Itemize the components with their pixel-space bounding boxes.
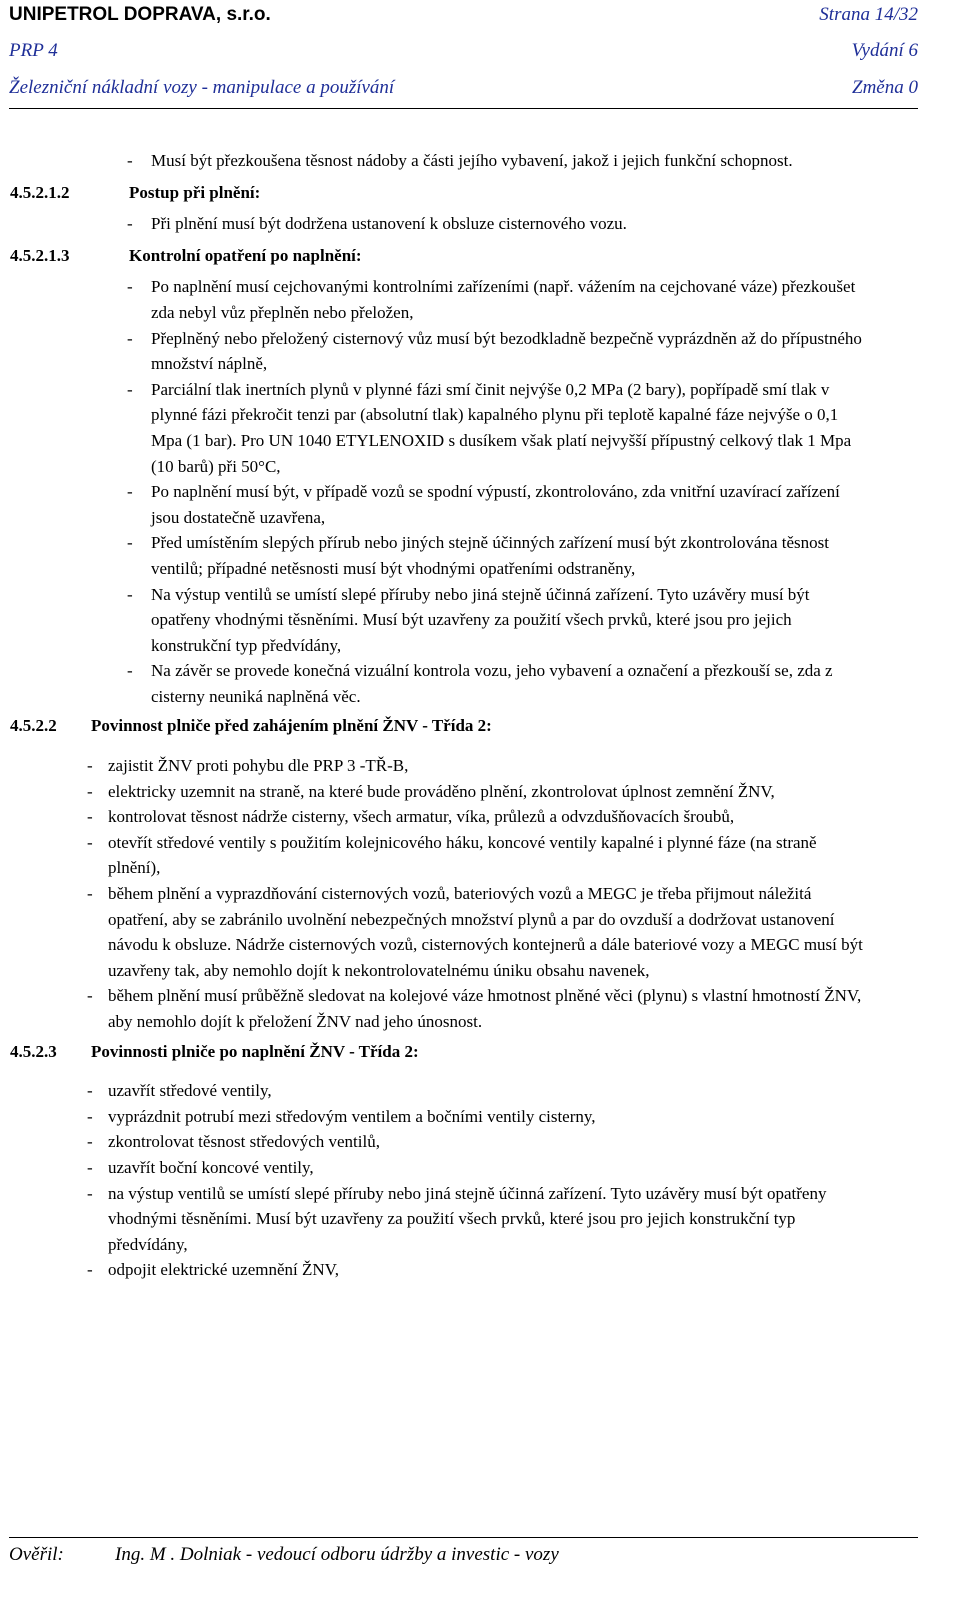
list-item: - Musí být přezkoušena těsnost nádoby a části jejího vybavení, jakož i jejich funkční schopnost. [127, 151, 793, 170]
list-item: - na výstup ventilů se umístí slepé příruby nebo jiná stejně účinná zařízení. Tyto uzávěry musí být opatřeny vhodnými těsněními. Musí být uzavřeny za použití všech prvků, které jsou pro jejich konstrukční typ předvídány, [87, 1183, 827, 1254]
document-body [0, 148, 960, 1283]
list-item: - Po naplnění musí být, v případě vozů se spodní výpustí, zkontrolováno, zda vnitřní uzavírací zařízení jsou dostatečně uzavřena, [127, 482, 840, 527]
section-heading: 4.5.2.1.3 Kontrolní opatření po naplnění: [10, 245, 362, 265]
company-name: UNIPETROL DOPRAVA, s.r.o. [9, 4, 271, 25]
list-item: - kontrolovat těsnost nádrže cisterny, všech armatur, víka, průlezů a odvzdušňovacích šroubů, [87, 807, 735, 827]
list-item: - během plnění musí průběžně sledovat na kolejové váze hmotnost plněné věci (plynu) s vlastní hmotností ŽNV, aby nemohlo dojít k přeložení ŽNV nad jeho únosnost. [87, 986, 862, 1031]
list-item: - Na závěr se provede konečná vizuální kontrola vozu, jeho vybavení a označení a přezkouší se, zda z cisterny neuniká naplněná věc. [127, 661, 833, 706]
page-number: Strana 14/32 [819, 4, 918, 25]
section-heading: 4.5.2.3 Povinnosti plniče po naplnění ŽNV - Třída 2: [10, 1041, 419, 1061]
footer-approver: Ing. M . Dolniak - vedoucí odboru údržby a investic - vozy [115, 1544, 559, 1565]
list-item: - zkontrolovat těsnost středových ventilů, [87, 1132, 380, 1152]
list-item: - Na výstup ventilů se umístí slepé příruby nebo jiná stejně účinná zařízení. Tyto uzávěry musí být opatřeny vhodnými těsněními. Musí být uzavřeny za použití všech prvků, které jsou pro jejich konstrukční typ předvídány, [127, 584, 810, 655]
list-item: - odpojit elektrické uzemnění ŽNV, [87, 1260, 340, 1280]
list-item: - uzavřít středové ventily, [87, 1081, 272, 1101]
section-heading: 4.5.2.1.2 Postup při plnění: [10, 182, 261, 202]
list-item: - vyprázdnit potrubí mezi středovým ventilem a bočními ventily cisterny, [87, 1106, 596, 1126]
list-item: - uzavřít boční koncové ventily, [87, 1157, 314, 1177]
change-number: Změna 0 [852, 77, 918, 98]
list-item: - otevřít středové ventily s použitím kolejnicového háku, koncové ventily kapalné i plynné fáze (na straně plnění), [87, 832, 817, 878]
section-heading: 4.5.2.2 Povinnost plniče před zahájením plnění ŽNV - Třída 2: [10, 716, 492, 736]
edition: Vydání 6 [851, 40, 918, 61]
doc-title: Železniční nákladní vozy - manipulace a používání [9, 77, 395, 98]
footer-label: Ověřil: [9, 1544, 64, 1565]
list-item: - Parciální tlak inertních plynů v plynné fázi smí činit nejvýše 0,2 MPa (2 bary), popřípadě smí tlak v plynné fázi překročit tenzi par (absolutní tlak) kapalného plynu při teplotě kapalné fáze nejvýše o 0,1 Mpa (1 bar). Pro UN 1040 ETYLENOXID s dusíkem však platí nejvyšší přípustný celkový tlak 1 Mpa (10 barů) při 50°C, [127, 379, 852, 476]
list-item: - Přeplněný nebo přeložený cisternový vůz musí být bezodkladně bezpečně vyprázdněn až do přípustného množství náplně, [127, 328, 862, 374]
list-item: - zajistit ŽNV proti pohybu dle PRP 3 -TŘ-B, [87, 756, 409, 776]
list-item: - Před umístěním slepých přírub nebo jiných stejně účinných zařízení musí být zkontrolována těsnost ventilů; případné netěsnosti musí být vhodnými opatřeními odstraněny, [127, 533, 829, 578]
header-divider [9, 108, 918, 109]
footer-divider [9, 1537, 918, 1538]
list-item: - Po naplnění musí cejchovanými kontrolními zařízeními (např. vážením na cejchované váze) přezkoušet zda nebyl vůz přeplněn nebo přeložen, [127, 277, 856, 322]
list-item: - elektricky uzemnit na straně, na které bude prováděno plnění, zkontrolovat úplnost zemnění ŽNV, [87, 781, 775, 801]
list-item: - Při plnění musí být dodržena ustanovení k obsluze cisternového vozu. [127, 214, 627, 234]
doc-code: PRP 4 [9, 40, 58, 61]
list-item: - během plnění a vyprazdňování cisternových vozů, bateriových vozů a MEGC je třeba přijmout náležitá opatření, aby se zabránilo uvolnění nebezpečných množství plynů a par do ovzduší a dodržovat ustanovení návodu k obsluze. Nádrže cisternových vozů, cisternových kontejnerů a dále bateriové vozy a MEGC musí být uzavřeny tak, aby nemohlo dojít k nekontrolovatelnému úniku obsahu navenek, [87, 884, 863, 980]
